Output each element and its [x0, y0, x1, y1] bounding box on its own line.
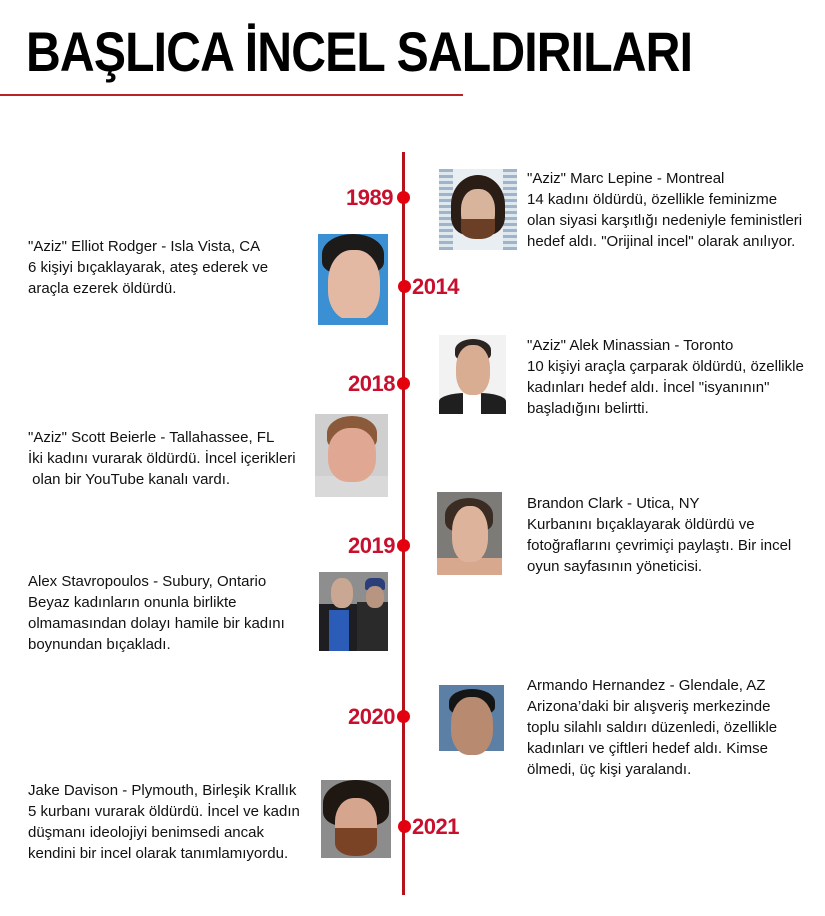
photo-brandon-clark	[437, 492, 502, 575]
entry-description-line: kendini bir incel olarak tanımlamıyordu.	[28, 845, 289, 862]
entry-description-line: 14 kadını öldürdü, özellikle feminizme	[527, 191, 778, 208]
photo-elliot-rodger	[318, 234, 388, 325]
timeline-dot-2018	[397, 377, 410, 390]
entry-marc-lepine	[527, 168, 802, 252]
entry-description-line: araçla ezerek öldürdü.	[28, 280, 177, 297]
entry-heading: Armando Hernandez - Glendale, AZ	[527, 677, 766, 694]
entry-description-line: 5 kurbanı vurarak öldürdü. İncel ve kadın	[28, 803, 300, 820]
year-label-2020: 2020	[348, 704, 395, 729]
entry-description-line: oyun sayfasının yöneticisi.	[527, 558, 703, 575]
entry-description-line: toplu silahlı saldırı düzenledi, özellikle	[527, 719, 778, 736]
year-label-2014: 2014	[412, 274, 459, 299]
year-label-2018: 2018	[348, 371, 395, 396]
entry-brandon-clark	[527, 493, 791, 577]
entry-description-line: olan bir YouTube kanalı vardı.	[28, 471, 231, 488]
entry-alek-minassian	[527, 335, 804, 419]
entry-description-line: hedef aldı. "Orijinal incel" olarak anılıyor.	[527, 233, 796, 250]
entry-scott-beierle	[28, 427, 296, 490]
page-title: BAŞLICA İNCEL SALDIRILARI	[26, 20, 693, 83]
entry-elliot-rodger	[28, 236, 268, 299]
entry-description-line: İki kadını vurarak öldürdü. İncel içerikleri	[28, 450, 296, 467]
entry-heading: "Aziz" Alek Minassian - Toronto	[527, 337, 734, 354]
entry-description-line: kadınları hedef aldı. İncel "isyanının"	[527, 379, 770, 396]
entry-heading: Jake Davison - Plymouth, Birleşik Krallık	[28, 782, 297, 799]
entry-heading: "Aziz" Elliot Rodger - Isla Vista, CA	[28, 238, 261, 255]
photo-marc-lepine	[439, 169, 517, 250]
entry-armando-hernandez	[527, 675, 777, 780]
entry-description-line: Arizona’daki bir alışveriş merkezinde	[527, 698, 771, 715]
timeline-dot-2014	[398, 280, 411, 293]
entry-description-line: boynundan bıçakladı.	[28, 636, 171, 653]
entry-description-line: başladığını belirtti.	[527, 400, 649, 417]
timeline-dot-1989	[397, 191, 410, 204]
timeline-axis	[402, 152, 405, 895]
title-underline	[0, 94, 463, 96]
entry-heading: "Aziz" Scott Beierle - Tallahassee, FL	[28, 429, 275, 446]
entry-heading: Brandon Clark - Utica, NY	[527, 495, 700, 512]
timeline-dot-2019	[397, 539, 410, 552]
entry-heading: Alex Stavropoulos - Subury, Ontario	[28, 573, 267, 590]
entry-description-line: Beyaz kadınların onunla birlikte	[28, 594, 237, 611]
entry-heading: "Aziz" Marc Lepine - Montreal	[527, 170, 725, 187]
entry-description-line: kadınları ve çiftleri hedef aldı. Kimse	[527, 740, 768, 757]
timeline-dot-2020	[397, 710, 410, 723]
entry-description-line: fotoğraflarını çevrimiçi paylaştı. Bir incel	[527, 537, 792, 554]
timeline-dot-2021	[398, 820, 411, 833]
entry-alex-stavropoulos	[28, 571, 285, 655]
photo-armando-hernandez	[439, 685, 504, 769]
photo-alex-stavropoulos	[319, 572, 388, 651]
entry-description-line: olan siyasi karşıtlığı nedeniyle feministleri	[527, 212, 803, 229]
entry-description-line: ölmedi, üç kişi yaralandı.	[527, 761, 692, 778]
entry-description-line: Kurbanını bıçaklayarak öldürdü ve	[527, 516, 755, 533]
photo-jake-davison	[321, 780, 391, 858]
entry-description-line: 6 kişiyi bıçaklayarak, ateş ederek ve	[28, 259, 269, 276]
entry-description-line: 10 kişiyi araçla çarparak öldürdü, özellikle	[527, 358, 804, 375]
entry-description-line: düşmanı ideolojiyi benimsedi ancak	[28, 824, 264, 841]
year-label-2019: 2019	[348, 533, 395, 558]
year-label-1989: 1989	[346, 185, 393, 210]
year-label-2021: 2021	[412, 814, 459, 839]
photo-scott-beierle	[315, 414, 388, 497]
entry-jake-davison	[28, 780, 300, 864]
photo-alek-minassian	[439, 335, 506, 414]
entry-description-line: olmamasından dolayı hamile bir kadını	[28, 615, 285, 632]
